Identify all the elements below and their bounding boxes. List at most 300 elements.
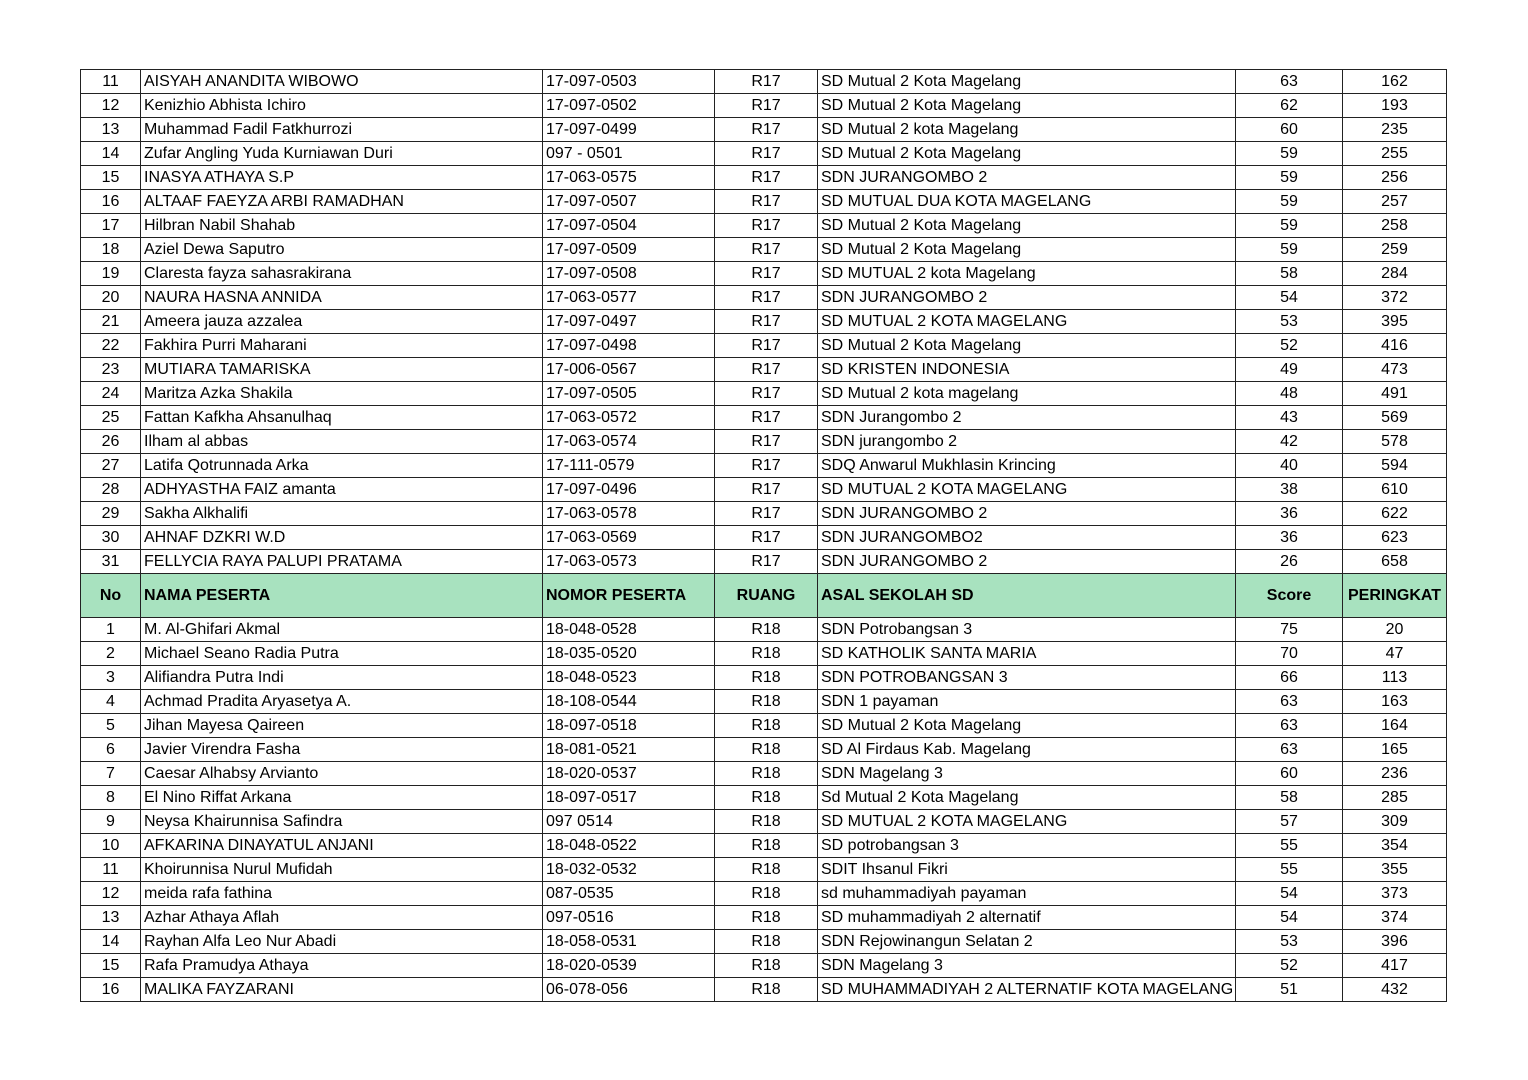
- cell-school: SDN JURANGOMBO 2: [818, 166, 1236, 190]
- cell-no: 23: [81, 358, 141, 382]
- cell-school: SDN POTROBANGSAN 3: [818, 666, 1236, 690]
- cell-name: Fakhira Purri Maharani: [141, 334, 543, 358]
- table-row: [81, 978, 1447, 1002]
- cell-number: 17-097-0498: [543, 334, 715, 358]
- cell-room: R18: [715, 810, 818, 834]
- cell-score: 62: [1236, 94, 1343, 118]
- cell-room: R17: [715, 478, 818, 502]
- table-row: [81, 334, 1447, 358]
- cell-score: 53: [1236, 310, 1343, 334]
- table-row: [81, 358, 1447, 382]
- table-row: [81, 834, 1447, 858]
- cell-school: SD KRISTEN INDONESIA: [818, 358, 1236, 382]
- cell-school: SD potrobangsan 3: [818, 834, 1236, 858]
- table-row: [81, 858, 1447, 882]
- cell-name: NAURA HASNA ANNIDA: [141, 286, 543, 310]
- cell-rank: 610: [1343, 478, 1447, 502]
- cell-school: SD Mutual 2 Kota Magelang: [818, 714, 1236, 738]
- cell-school: SD Mutual 2 Kota Magelang: [818, 214, 1236, 238]
- cell-no: 14: [81, 930, 141, 954]
- cell-name: Claresta fayza sahasrakirana: [141, 262, 543, 286]
- cell-score: 26: [1236, 550, 1343, 574]
- cell-rank: 569: [1343, 406, 1447, 430]
- cell-school: SD MUTUAL 2 kota Magelang: [818, 262, 1236, 286]
- cell-school: SDN Potrobangsan 3: [818, 618, 1236, 642]
- cell-name: Kenizhio Abhista Ichiro: [141, 94, 543, 118]
- cell-rank: 258: [1343, 214, 1447, 238]
- cell-number: 17-097-0505: [543, 382, 715, 406]
- cell-school: SDN JURANGOMBO 2: [818, 286, 1236, 310]
- cell-score: 58: [1236, 262, 1343, 286]
- cell-school: SD Mutual 2 Kota Magelang: [818, 238, 1236, 262]
- cell-room: R17: [715, 214, 818, 238]
- table-row: [81, 310, 1447, 334]
- cell-rank: 374: [1343, 906, 1447, 930]
- header-number: NOMOR PESERTA: [543, 574, 715, 618]
- cell-name: Latifa Qotrunnada Arka: [141, 454, 543, 478]
- cell-number: 097-0516: [543, 906, 715, 930]
- cell-score: 38: [1236, 478, 1343, 502]
- cell-score: 59: [1236, 190, 1343, 214]
- cell-room: R17: [715, 94, 818, 118]
- cell-score: 54: [1236, 882, 1343, 906]
- cell-no: 31: [81, 550, 141, 574]
- cell-number: 17-063-0577: [543, 286, 715, 310]
- cell-name: Azhar Athaya Aflah: [141, 906, 543, 930]
- table-row: [81, 142, 1447, 166]
- cell-rank: 193: [1343, 94, 1447, 118]
- table-row: [81, 550, 1447, 574]
- cell-no: 10: [81, 834, 141, 858]
- cell-score: 70: [1236, 642, 1343, 666]
- cell-rank: 623: [1343, 526, 1447, 550]
- header-name: NAMA PESERTA: [141, 574, 543, 618]
- cell-number: 17-097-0497: [543, 310, 715, 334]
- results-table: [80, 69, 1447, 1002]
- cell-score: 60: [1236, 762, 1343, 786]
- cell-room: R18: [715, 714, 818, 738]
- cell-score: 53: [1236, 930, 1343, 954]
- cell-rank: 395: [1343, 310, 1447, 334]
- cell-school: SD Al Firdaus Kab. Magelang: [818, 738, 1236, 762]
- cell-score: 63: [1236, 738, 1343, 762]
- cell-name: Rafa Pramudya Athaya: [141, 954, 543, 978]
- cell-number: 17-097-0499: [543, 118, 715, 142]
- cell-name: INASYA ATHAYA S.P: [141, 166, 543, 190]
- cell-rank: 309: [1343, 810, 1447, 834]
- cell-school: SD Mutual 2 Kota Magelang: [818, 70, 1236, 94]
- cell-name: Alifiandra Putra Indi: [141, 666, 543, 690]
- table-row: [81, 406, 1447, 430]
- cell-score: 63: [1236, 70, 1343, 94]
- cell-name: ALTAAF FAEYZA ARBI RAMADHAN: [141, 190, 543, 214]
- cell-number: 18-035-0520: [543, 642, 715, 666]
- cell-room: R18: [715, 906, 818, 930]
- cell-no: 19: [81, 262, 141, 286]
- cell-no: 18: [81, 238, 141, 262]
- header-school: ASAL SEKOLAH SD: [818, 574, 1236, 618]
- cell-score: 36: [1236, 502, 1343, 526]
- cell-room: R17: [715, 550, 818, 574]
- cell-number: 18-097-0518: [543, 714, 715, 738]
- cell-rank: 285: [1343, 786, 1447, 810]
- cell-school: sd muhammadiyah payaman: [818, 882, 1236, 906]
- cell-number: 18-020-0537: [543, 762, 715, 786]
- cell-score: 51: [1236, 978, 1343, 1002]
- cell-score: 75: [1236, 618, 1343, 642]
- cell-room: R18: [715, 738, 818, 762]
- cell-school: SD MUHAMMADIYAH 2 ALTERNATIF KOTA MAGELANG: [818, 978, 1236, 1002]
- cell-name: Khoirunnisa Nurul Mufidah: [141, 858, 543, 882]
- cell-number: 17-063-0573: [543, 550, 715, 574]
- cell-number: 097 - 0501: [543, 142, 715, 166]
- cell-number: 18-097-0517: [543, 786, 715, 810]
- cell-number: 17-063-0572: [543, 406, 715, 430]
- cell-room: R17: [715, 286, 818, 310]
- cell-room: R18: [715, 690, 818, 714]
- table-row: [81, 954, 1447, 978]
- r18-rows: [81, 618, 1447, 1002]
- cell-school: SDN Magelang 3: [818, 762, 1236, 786]
- cell-no: 24: [81, 382, 141, 406]
- cell-room: R18: [715, 666, 818, 690]
- table-row: [81, 454, 1447, 478]
- cell-room: R18: [715, 642, 818, 666]
- cell-no: 14: [81, 142, 141, 166]
- cell-name: Achmad Pradita Aryasetya A.: [141, 690, 543, 714]
- cell-no: 17: [81, 214, 141, 238]
- cell-name: Caesar Alhabsy Arvianto: [141, 762, 543, 786]
- cell-no: 11: [81, 858, 141, 882]
- table-row: [81, 786, 1447, 810]
- cell-number: 18-058-0531: [543, 930, 715, 954]
- cell-score: 59: [1236, 142, 1343, 166]
- cell-room: R17: [715, 142, 818, 166]
- cell-name: Ameera jauza azzalea: [141, 310, 543, 334]
- cell-room: R17: [715, 502, 818, 526]
- cell-rank: 255: [1343, 142, 1447, 166]
- cell-name: Rayhan Alfa Leo Nur Abadi: [141, 930, 543, 954]
- cell-rank: 259: [1343, 238, 1447, 262]
- cell-no: 30: [81, 526, 141, 550]
- cell-room: R18: [715, 618, 818, 642]
- cell-school: SD Mutual 2 Kota Magelang: [818, 94, 1236, 118]
- cell-name: FELLYCIA RAYA PALUPI PRATAMA: [141, 550, 543, 574]
- cell-score: 57: [1236, 810, 1343, 834]
- cell-no: 26: [81, 430, 141, 454]
- cell-no: 22: [81, 334, 141, 358]
- cell-no: 25: [81, 406, 141, 430]
- cell-school: SDQ Anwarul Mukhlasin Krincing: [818, 454, 1236, 478]
- table-row: [81, 238, 1447, 262]
- cell-school: SD MUTUAL 2 KOTA MAGELANG: [818, 310, 1236, 334]
- cell-room: R17: [715, 406, 818, 430]
- cell-name: MALIKA FAYZARANI: [141, 978, 543, 1002]
- cell-name: Neysa Khairunnisa Safindra: [141, 810, 543, 834]
- cell-no: 28: [81, 478, 141, 502]
- cell-number: 087-0535: [543, 882, 715, 906]
- cell-no: 9: [81, 810, 141, 834]
- cell-name: Jihan Mayesa Qaireen: [141, 714, 543, 738]
- cell-name: meida rafa fathina: [141, 882, 543, 906]
- table-row: [81, 190, 1447, 214]
- cell-no: 12: [81, 94, 141, 118]
- cell-room: R17: [715, 70, 818, 94]
- cell-school: SDN Rejowinangun Selatan 2: [818, 930, 1236, 954]
- cell-no: 15: [81, 166, 141, 190]
- cell-no: 3: [81, 666, 141, 690]
- cell-school: SD Mutual 2 Kota Magelang: [818, 142, 1236, 166]
- cell-room: R18: [715, 834, 818, 858]
- cell-school: SD Mutual 2 kota Magelang: [818, 118, 1236, 142]
- table-row: [81, 738, 1447, 762]
- table-row: [81, 286, 1447, 310]
- cell-score: 55: [1236, 834, 1343, 858]
- cell-rank: 372: [1343, 286, 1447, 310]
- table-row: [81, 502, 1447, 526]
- table-row: [81, 906, 1447, 930]
- cell-score: 40: [1236, 454, 1343, 478]
- cell-school: SD Mutual 2 kota magelang: [818, 382, 1236, 406]
- cell-rank: 491: [1343, 382, 1447, 406]
- cell-school: Sd Mutual 2 Kota Magelang: [818, 786, 1236, 810]
- cell-school: SD Mutual 2 Kota Magelang: [818, 334, 1236, 358]
- cell-number: 18-048-0522: [543, 834, 715, 858]
- cell-no: 5: [81, 714, 141, 738]
- header-rank: PERINGKAT: [1343, 574, 1447, 618]
- cell-rank: 162: [1343, 70, 1447, 94]
- cell-room: R17: [715, 526, 818, 550]
- cell-score: 52: [1236, 334, 1343, 358]
- cell-name: M. Al-Ghifari Akmal: [141, 618, 543, 642]
- r17-rows: [81, 70, 1447, 574]
- table-row: [81, 930, 1447, 954]
- cell-rank: 163: [1343, 690, 1447, 714]
- table-row: [81, 214, 1447, 238]
- header-score: Score: [1236, 574, 1343, 618]
- cell-no: 20: [81, 286, 141, 310]
- table-row: [81, 478, 1447, 502]
- cell-rank: 257: [1343, 190, 1447, 214]
- cell-number: 17-097-0503: [543, 70, 715, 94]
- cell-room: R18: [715, 930, 818, 954]
- cell-no: 13: [81, 118, 141, 142]
- cell-school: SDN JURANGOMBO 2: [818, 502, 1236, 526]
- cell-score: 55: [1236, 858, 1343, 882]
- cell-school: SD MUTUAL 2 KOTA MAGELANG: [818, 478, 1236, 502]
- table-row: [81, 430, 1447, 454]
- cell-no: 13: [81, 906, 141, 930]
- cell-name: Javier Virendra Fasha: [141, 738, 543, 762]
- cell-room: R17: [715, 358, 818, 382]
- cell-name: AISYAH ANANDITA WIBOWO: [141, 70, 543, 94]
- table-row: [81, 666, 1447, 690]
- cell-no: 15: [81, 954, 141, 978]
- cell-name: Muhammad Fadil Fatkhurrozi: [141, 118, 543, 142]
- cell-number: 18-048-0528: [543, 618, 715, 642]
- cell-score: 59: [1236, 166, 1343, 190]
- cell-no: 2: [81, 642, 141, 666]
- table-header: [81, 574, 1447, 618]
- cell-school: SDIT Ihsanul Fikri: [818, 858, 1236, 882]
- cell-rank: 416: [1343, 334, 1447, 358]
- header-room: RUANG: [715, 574, 818, 618]
- cell-score: 42: [1236, 430, 1343, 454]
- cell-name: Hilbran Nabil Shahab: [141, 214, 543, 238]
- cell-name: AFKARINA DINAYATUL ANJANI: [141, 834, 543, 858]
- cell-room: R18: [715, 786, 818, 810]
- cell-rank: 594: [1343, 454, 1447, 478]
- cell-rank: 256: [1343, 166, 1447, 190]
- cell-room: R17: [715, 430, 818, 454]
- cell-no: 1: [81, 618, 141, 642]
- cell-school: SD muhammadiyah 2 alternatif: [818, 906, 1236, 930]
- cell-room: R18: [715, 882, 818, 906]
- cell-rank: 473: [1343, 358, 1447, 382]
- cell-no: 27: [81, 454, 141, 478]
- cell-number: 17-006-0567: [543, 358, 715, 382]
- cell-room: R17: [715, 454, 818, 478]
- cell-school: SDN jurangombo 2: [818, 430, 1236, 454]
- table-row: [81, 714, 1447, 738]
- cell-name: Michael Seano Radia Putra: [141, 642, 543, 666]
- table-row: [81, 882, 1447, 906]
- cell-rank: 284: [1343, 262, 1447, 286]
- cell-no: 12: [81, 882, 141, 906]
- cell-score: 52: [1236, 954, 1343, 978]
- cell-name: El Nino Riffat Arkana: [141, 786, 543, 810]
- cell-rank: 236: [1343, 762, 1447, 786]
- cell-score: 63: [1236, 690, 1343, 714]
- table-row: [81, 642, 1447, 666]
- cell-school: SDN Jurangombo 2: [818, 406, 1236, 430]
- cell-number: 18-020-0539: [543, 954, 715, 978]
- cell-score: 59: [1236, 214, 1343, 238]
- cell-number: 18-032-0532: [543, 858, 715, 882]
- cell-no: 16: [81, 190, 141, 214]
- cell-number: 17-097-0508: [543, 262, 715, 286]
- cell-number: 17-063-0574: [543, 430, 715, 454]
- cell-no: 7: [81, 762, 141, 786]
- cell-room: R17: [715, 166, 818, 190]
- cell-room: R17: [715, 334, 818, 358]
- cell-name: ADHYASTHA FAIZ amanta: [141, 478, 543, 502]
- table-row: [81, 618, 1447, 642]
- cell-number: 17-097-0496: [543, 478, 715, 502]
- cell-no: 29: [81, 502, 141, 526]
- table-row: [81, 94, 1447, 118]
- cell-room: R18: [715, 978, 818, 1002]
- cell-name: Ilham al abbas: [141, 430, 543, 454]
- cell-name: Aziel Dewa Saputro: [141, 238, 543, 262]
- cell-number: 17-063-0575: [543, 166, 715, 190]
- cell-number: 17-111-0579: [543, 454, 715, 478]
- cell-no: 8: [81, 786, 141, 810]
- cell-room: R18: [715, 954, 818, 978]
- cell-number: 17-097-0504: [543, 214, 715, 238]
- cell-score: 58: [1236, 786, 1343, 810]
- table-row: [81, 762, 1447, 786]
- cell-no: 4: [81, 690, 141, 714]
- cell-score: 48: [1236, 382, 1343, 406]
- cell-no: 16: [81, 978, 141, 1002]
- cell-school: SDN Magelang 3: [818, 954, 1236, 978]
- cell-score: 59: [1236, 238, 1343, 262]
- cell-score: 54: [1236, 286, 1343, 310]
- cell-no: 11: [81, 70, 141, 94]
- table-row: [81, 70, 1447, 94]
- cell-rank: 432: [1343, 978, 1447, 1002]
- cell-school: SD KATHOLIK SANTA MARIA: [818, 642, 1236, 666]
- cell-rank: 165: [1343, 738, 1447, 762]
- cell-number: 097 0514: [543, 810, 715, 834]
- cell-room: R17: [715, 190, 818, 214]
- cell-number: 18-048-0523: [543, 666, 715, 690]
- cell-score: 54: [1236, 906, 1343, 930]
- cell-rank: 396: [1343, 930, 1447, 954]
- cell-school: SDN JURANGOMBO2: [818, 526, 1236, 550]
- cell-room: R17: [715, 118, 818, 142]
- cell-rank: 355: [1343, 858, 1447, 882]
- cell-name: Fattan Kafkha Ahsanulhaq: [141, 406, 543, 430]
- table-row: [81, 526, 1447, 550]
- cell-room: R18: [715, 858, 818, 882]
- cell-room: R18: [715, 762, 818, 786]
- cell-name: AHNAF DZKRI W.D: [141, 526, 543, 550]
- cell-name: Maritza Azka Shakila: [141, 382, 543, 406]
- cell-no: 6: [81, 738, 141, 762]
- cell-score: 43: [1236, 406, 1343, 430]
- cell-number: 18-108-0544: [543, 690, 715, 714]
- cell-room: R17: [715, 262, 818, 286]
- cell-name: MUTIARA TAMARISKA: [141, 358, 543, 382]
- cell-no: 21: [81, 310, 141, 334]
- cell-number: 18-081-0521: [543, 738, 715, 762]
- cell-name: Sakha Alkhalifi: [141, 502, 543, 526]
- cell-rank: 658: [1343, 550, 1447, 574]
- header-row: [81, 574, 1447, 618]
- cell-number: 17-097-0502: [543, 94, 715, 118]
- table-row: [81, 382, 1447, 406]
- cell-number: 17-097-0507: [543, 190, 715, 214]
- cell-rank: 622: [1343, 502, 1447, 526]
- header-no: No: [81, 574, 141, 618]
- table-row: [81, 810, 1447, 834]
- cell-rank: 417: [1343, 954, 1447, 978]
- cell-score: 60: [1236, 118, 1343, 142]
- cell-number: 06-078-056: [543, 978, 715, 1002]
- table-row: [81, 166, 1447, 190]
- cell-rank: 373: [1343, 882, 1447, 906]
- cell-rank: 235: [1343, 118, 1447, 142]
- cell-rank: 113: [1343, 666, 1447, 690]
- cell-rank: 164: [1343, 714, 1447, 738]
- cell-school: SD MUTUAL DUA KOTA MAGELANG: [818, 190, 1236, 214]
- cell-school: SDN 1 payaman: [818, 690, 1236, 714]
- cell-score: 66: [1236, 666, 1343, 690]
- cell-school: SDN JURANGOMBO 2: [818, 550, 1236, 574]
- cell-room: R17: [715, 238, 818, 262]
- cell-score: 49: [1236, 358, 1343, 382]
- cell-rank: 20: [1343, 618, 1447, 642]
- cell-name: Zufar Angling Yuda Kurniawan Duri: [141, 142, 543, 166]
- cell-score: 36: [1236, 526, 1343, 550]
- cell-number: 17-097-0509: [543, 238, 715, 262]
- table-row: [81, 690, 1447, 714]
- cell-room: R17: [715, 382, 818, 406]
- table-row: [81, 262, 1447, 286]
- table-row: [81, 118, 1447, 142]
